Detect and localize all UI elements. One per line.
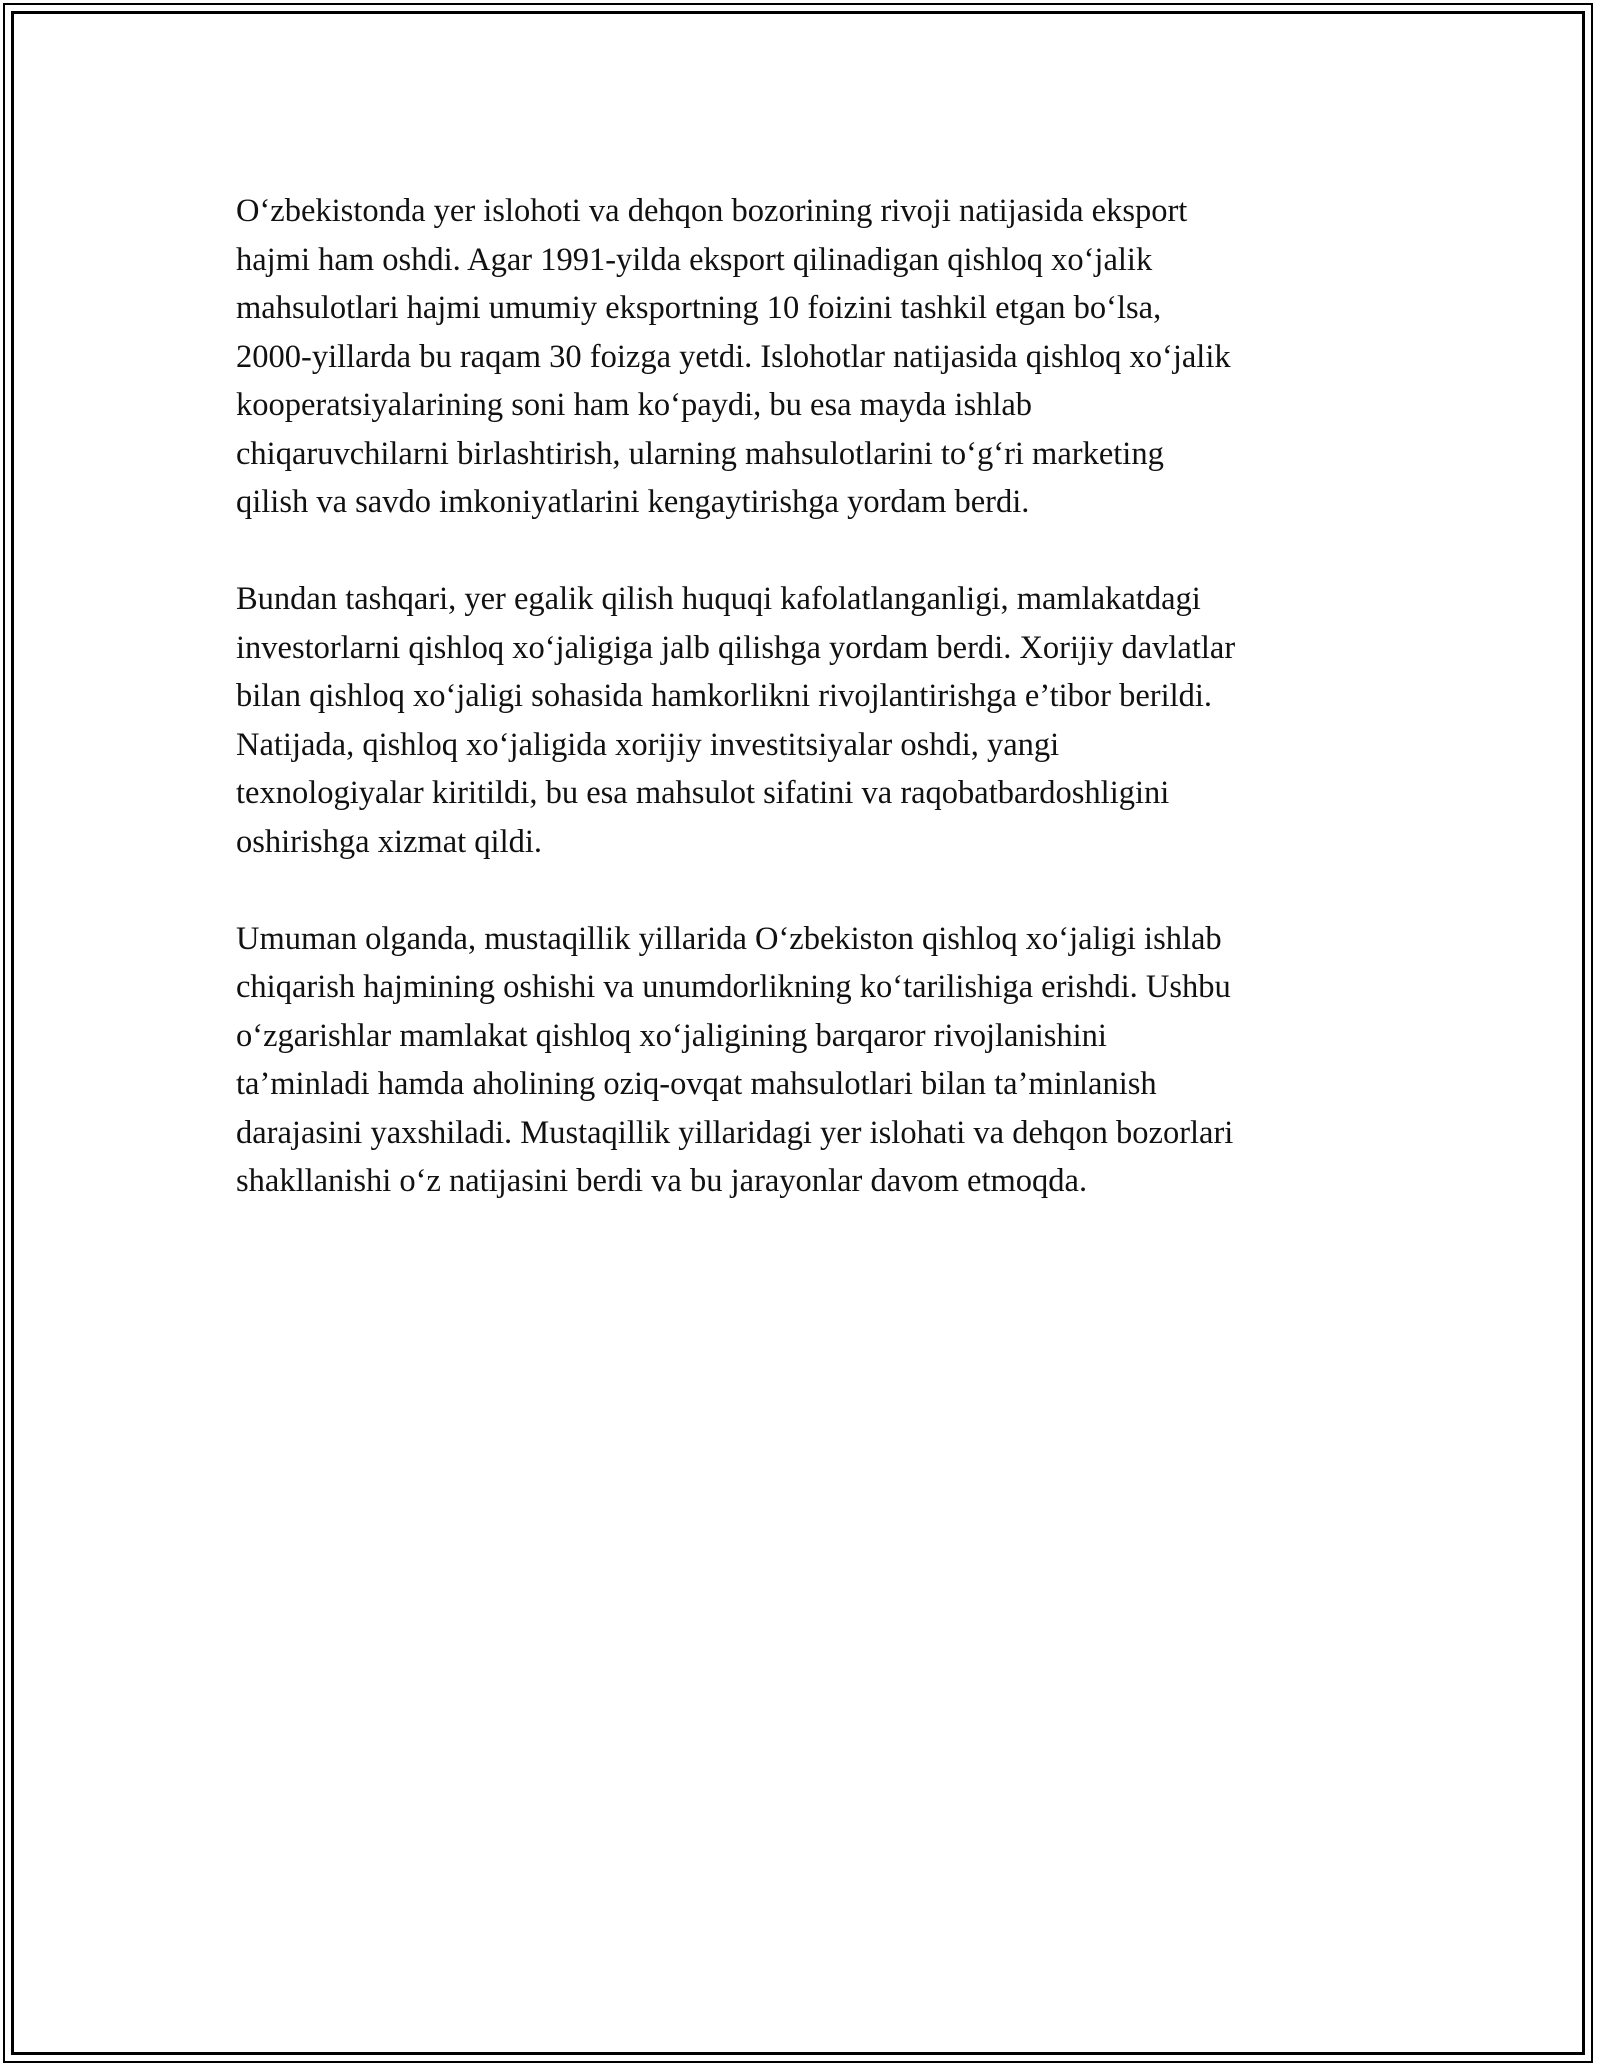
paragraph-investment [236, 575, 1376, 866]
text-line: chiqarish hajmining oshishi va unumdorlikning ko‘tarilishiga erishdi. Ushbu [236, 969, 1231, 1005]
text-line: chiqaruvchilarni birlashtirish, ularning mahsulotlarini to‘g‘ri marketing [236, 435, 1164, 472]
text-line: O‘zbekistonda yer islohoti va dehqon bozorining rivoji natijasida eksport [236, 193, 1188, 229]
text-line: oshirishga xizmat qildi. [236, 823, 543, 860]
paragraph-export [236, 187, 1376, 527]
text-line: 2000-yillarda bu raqam 30 foizga yetdi. Islohotlar natijasida qishloq xo‘jalik [236, 338, 1231, 375]
text-line: hajmi ham oshdi. Agar 1991-yilda eksport qilinadigan qishloq xo‘jalik [236, 241, 1153, 278]
document-body [236, 187, 1376, 1254]
text-line: darajasini yaxshiladi. Mustaqillik yillaridagi yer islohati va dehqon bozorlari [236, 1114, 1234, 1151]
text-line: texnologiyalar kiritildi, bu esa mahsulot sifatini va raqobatbardoshligini [236, 775, 1170, 811]
text-line: shakllanishi o‘z natijasini berdi va bu jarayonlar davom etmoqda. [236, 1163, 1088, 1199]
paragraph-conclusion [236, 915, 1376, 1206]
text-line: bilan qishloq xo‘jaligi sohasida hamkorlikni rivojlantirishga e’tibor berildi. [236, 678, 1213, 714]
text-line: qilish va savdo imkoniyatlarini kengaytirishga yordam berdi. [236, 484, 1030, 520]
text-line: ta’minladi hamda aholining oziq-ovqat mahsulotlari bilan ta’minlanish [236, 1066, 1157, 1102]
text-line: kooperatsiyalarining soni ham ko‘paydi, bu esa mayda ishlab [236, 387, 1033, 423]
text-line: Bundan tashqari, yer egalik qilish huquqi kafolatlanganligi, mamlakatdagi [236, 581, 1201, 617]
text-line: investorlarni qishloq xo‘jaligiga jalb qilishga yordam berdi. Xorijiy davlatlar [236, 629, 1236, 666]
text-line: Umuman olganda, mustaqillik yillarida O‘zbekiston qishloq xo‘jaligi ishlab [236, 920, 1222, 957]
text-line: Natijada, qishloq xo‘jaligida xorijiy investitsiyalar oshdi, yangi [236, 726, 1060, 763]
text-line: mahsulotlari hajmi umumiy eksportning 10 foizini tashkil etgan bo‘lsa, [236, 290, 1162, 326]
text-line: o‘zgarishlar mamlakat qishloq xo‘jaligining barqaror rivojlanishini [236, 1017, 1107, 1054]
